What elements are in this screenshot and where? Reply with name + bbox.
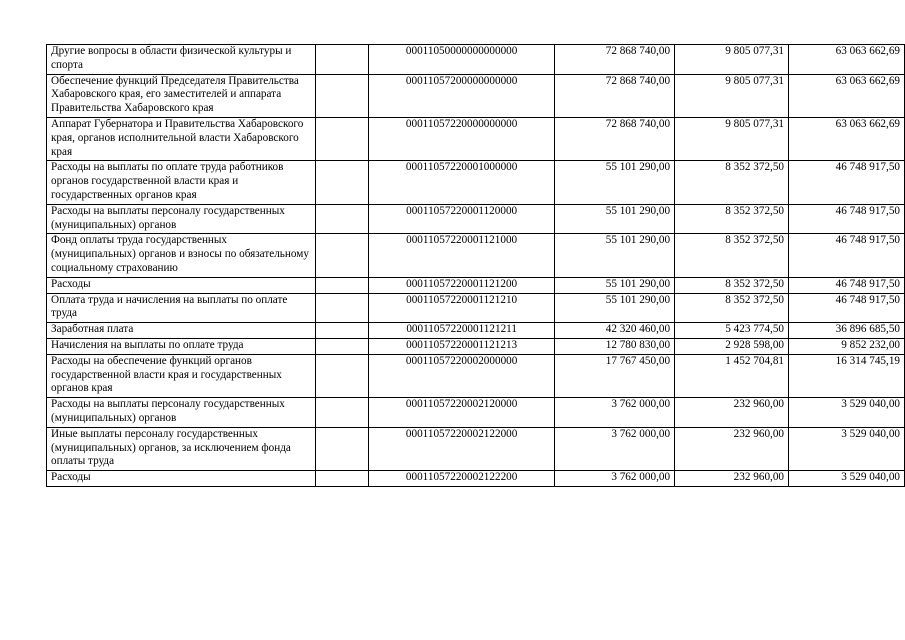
row-approved-cell: 72 868 740,00 <box>555 74 675 117</box>
row-executed-cell: 8 352 372,50 <box>675 234 789 277</box>
row-name-cell: Расходы на обеспечение функций органов государственной власти края и государственных органов края <box>47 354 316 397</box>
row-remaining-cell: 36 896 685,50 <box>789 323 905 339</box>
row-executed-cell: 232 960,00 <box>675 471 789 487</box>
budget-table-body <box>47 45 905 487</box>
row-remaining-cell: 3 529 040,00 <box>789 427 905 470</box>
row-name-cell: Иные выплаты персоналу государственных (муниципальных) органов, за исключением фонда оплаты труда <box>47 427 316 470</box>
row-name-cell: Расходы на выплаты персоналу государственных (муниципальных) органов <box>47 398 316 428</box>
table-row <box>47 234 905 277</box>
row-code-cell: 00011057220001121213 <box>369 338 555 354</box>
row-name-cell: Расходы на выплаты по оплате труда работников органов государственной власти края и государственных органов края <box>47 161 316 204</box>
table-row <box>47 277 905 293</box>
row-code-cell: 00011057200000000000 <box>369 74 555 117</box>
row-empty-cell <box>316 427 369 470</box>
row-name-cell: Другие вопросы в области физической культуры и спорта <box>47 45 316 75</box>
row-executed-cell: 8 352 372,50 <box>675 293 789 323</box>
row-remaining-cell: 46 748 917,50 <box>789 204 905 234</box>
row-approved-cell: 55 101 290,00 <box>555 277 675 293</box>
row-remaining-cell: 46 748 917,50 <box>789 161 905 204</box>
row-code-cell: 00011057220001000000 <box>369 161 555 204</box>
row-empty-cell <box>316 234 369 277</box>
row-empty-cell <box>316 293 369 323</box>
row-remaining-cell: 63 063 662,69 <box>789 117 905 160</box>
row-name-cell: Оплата труда и начисления на выплаты по оплате труда <box>47 293 316 323</box>
row-name-cell: Заработная плата <box>47 323 316 339</box>
row-executed-cell: 2 928 598,00 <box>675 338 789 354</box>
row-approved-cell: 3 762 000,00 <box>555 471 675 487</box>
table-row <box>47 117 905 160</box>
table-row <box>47 161 905 204</box>
row-remaining-cell: 63 063 662,69 <box>789 74 905 117</box>
row-approved-cell: 3 762 000,00 <box>555 427 675 470</box>
row-executed-cell: 1 452 704,81 <box>675 354 789 397</box>
row-executed-cell: 232 960,00 <box>675 398 789 428</box>
row-approved-cell: 55 101 290,00 <box>555 161 675 204</box>
row-approved-cell: 72 868 740,00 <box>555 117 675 160</box>
row-empty-cell <box>316 161 369 204</box>
row-remaining-cell: 9 852 232,00 <box>789 338 905 354</box>
row-code-cell: 00011057220002000000 <box>369 354 555 397</box>
row-approved-cell: 55 101 290,00 <box>555 293 675 323</box>
row-empty-cell <box>316 323 369 339</box>
table-row <box>47 45 905 75</box>
row-code-cell: 00011057220001121211 <box>369 323 555 339</box>
row-code-cell: 00011057220002122200 <box>369 471 555 487</box>
row-remaining-cell: 3 529 040,00 <box>789 398 905 428</box>
table-row <box>47 204 905 234</box>
row-empty-cell <box>316 338 369 354</box>
budget-table <box>46 44 905 487</box>
row-approved-cell: 55 101 290,00 <box>555 204 675 234</box>
row-approved-cell: 42 320 460,00 <box>555 323 675 339</box>
row-name-cell: Аппарат Губернатора и Правительства Хабаровского края, органов исполнительной власти Хабаровского края <box>47 117 316 160</box>
row-remaining-cell: 46 748 917,50 <box>789 277 905 293</box>
table-row <box>47 323 905 339</box>
row-empty-cell <box>316 74 369 117</box>
row-executed-cell: 9 805 077,31 <box>675 74 789 117</box>
row-name-cell: Фонд оплаты труда государственных (муниципальных) органов и взносы по обязательному социальному страхованию <box>47 234 316 277</box>
row-remaining-cell: 46 748 917,50 <box>789 293 905 323</box>
row-name-cell: Расходы <box>47 471 316 487</box>
row-executed-cell: 8 352 372,50 <box>675 277 789 293</box>
row-empty-cell <box>316 398 369 428</box>
row-executed-cell: 9 805 077,31 <box>675 117 789 160</box>
table-row <box>47 74 905 117</box>
row-approved-cell: 17 767 450,00 <box>555 354 675 397</box>
row-code-cell: 00011057220001120000 <box>369 204 555 234</box>
row-code-cell: 00011057220001121210 <box>369 293 555 323</box>
row-empty-cell <box>316 204 369 234</box>
row-empty-cell <box>316 277 369 293</box>
row-empty-cell <box>316 354 369 397</box>
row-name-cell: Обеспечение функций Председателя Правительства Хабаровского края, его заместителей и аппарата Правительства Хабаровского края <box>47 74 316 117</box>
row-code-cell: 00011057220002120000 <box>369 398 555 428</box>
row-empty-cell <box>316 45 369 75</box>
row-approved-cell: 55 101 290,00 <box>555 234 675 277</box>
row-remaining-cell: 16 314 745,19 <box>789 354 905 397</box>
row-empty-cell <box>316 471 369 487</box>
row-code-cell: 00011057220000000000 <box>369 117 555 160</box>
table-row <box>47 338 905 354</box>
row-code-cell: 00011057220001121000 <box>369 234 555 277</box>
row-name-cell: Расходы <box>47 277 316 293</box>
table-row <box>47 427 905 470</box>
row-empty-cell <box>316 117 369 160</box>
row-remaining-cell: 46 748 917,50 <box>789 234 905 277</box>
row-executed-cell: 8 352 372,50 <box>675 161 789 204</box>
table-row <box>47 293 905 323</box>
row-code-cell: 00011057220002122000 <box>369 427 555 470</box>
row-name-cell: Начисления на выплаты по оплате труда <box>47 338 316 354</box>
row-executed-cell: 5 423 774,50 <box>675 323 789 339</box>
row-remaining-cell: 63 063 662,69 <box>789 45 905 75</box>
row-approved-cell: 72 868 740,00 <box>555 45 675 75</box>
row-approved-cell: 3 762 000,00 <box>555 398 675 428</box>
row-approved-cell: 12 780 830,00 <box>555 338 675 354</box>
row-executed-cell: 232 960,00 <box>675 427 789 470</box>
row-code-cell: 00011050000000000000 <box>369 45 555 75</box>
row-executed-cell: 8 352 372,50 <box>675 204 789 234</box>
row-name-cell: Расходы на выплаты персоналу государственных (муниципальных) органов <box>47 204 316 234</box>
table-row <box>47 471 905 487</box>
row-executed-cell: 9 805 077,31 <box>675 45 789 75</box>
table-row <box>47 354 905 397</box>
row-remaining-cell: 3 529 040,00 <box>789 471 905 487</box>
row-code-cell: 00011057220001121200 <box>369 277 555 293</box>
table-row <box>47 398 905 428</box>
